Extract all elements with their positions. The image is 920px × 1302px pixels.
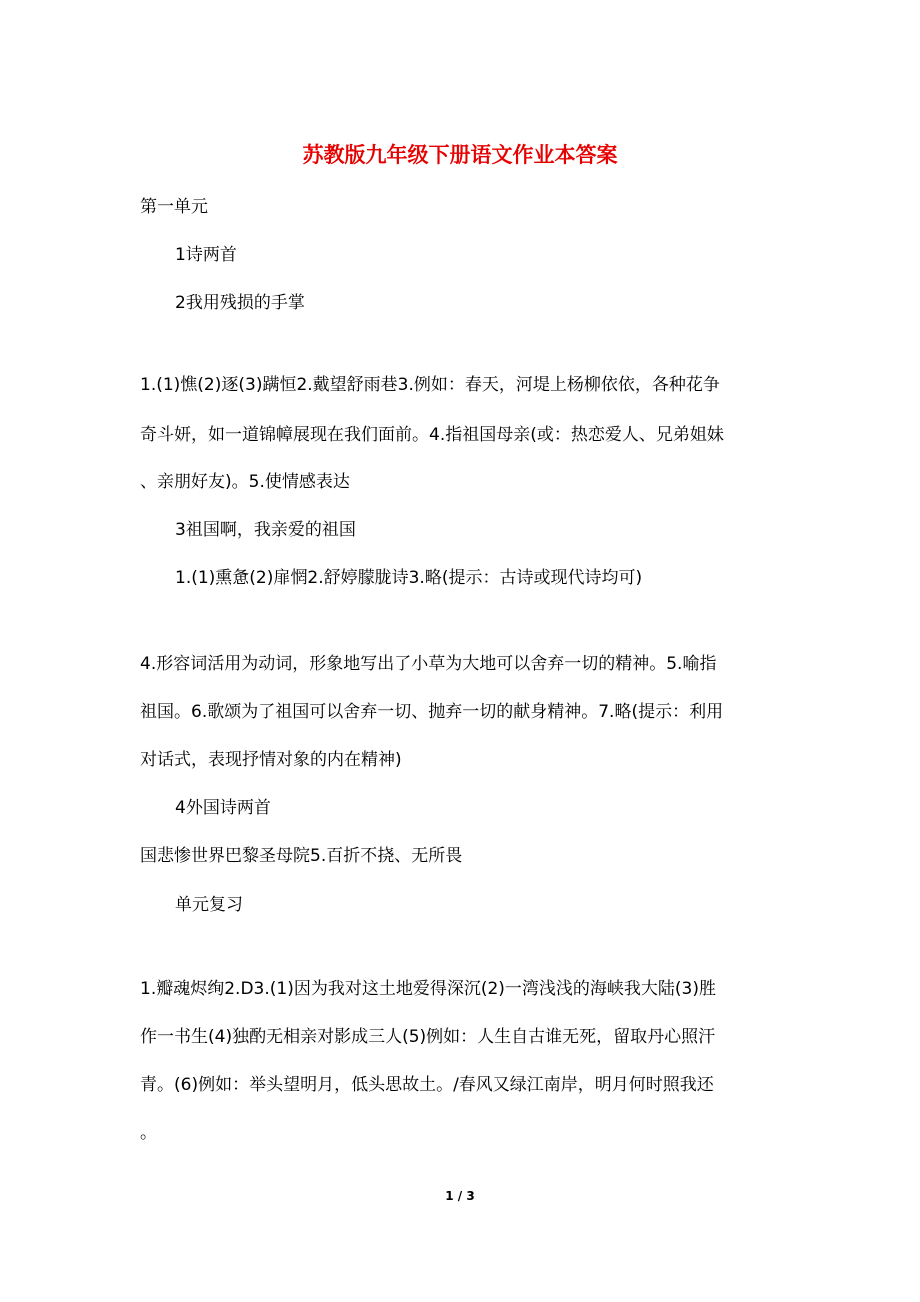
answer-line: 、亲朋好友)。5.使情感表达 (140, 472, 350, 492)
answer-line: 奇斗妍，如一道锦幛展现在我们面前。4.指祖国母亲(或：热恋爱人、兄弟姐妹 (140, 425, 724, 445)
lesson-heading: 单元复习 (175, 895, 243, 915)
lesson-heading: 2我用残损的手掌 (175, 293, 305, 313)
lesson-heading: 1诗两首 (175, 245, 237, 265)
answer-line: 祖国。6.歌颂为了祖国可以舍弃一切、抛弃一切的献身精神。7.略(提示：利用 (140, 702, 724, 722)
answer-line: 青。(6)例如：举头望明月，低头思故土。/春风又绿江南岸，明月何时照我还 (140, 1075, 714, 1095)
answer-line: 1.(1)憔(2)逐(3)蹒恒2.戴望舒雨巷3.例如：春天，河堤上杨柳依依，各种花争 (140, 375, 720, 395)
answer-line: 4.形容词活用为动词，形象地写出了小草为大地可以舍弃一切的精神。5.喻指 (140, 654, 717, 674)
lesson-heading: 4外国诗两首 (175, 798, 271, 818)
lesson-heading: 3祖国啊，我亲爱的祖国 (175, 520, 356, 540)
answer-line: 作一书生(4)独酌无相亲对影成三人(5)例如：人生自古谁无死，留取丹心照汗 (140, 1027, 716, 1047)
page-number: 1 / 3 (445, 1189, 475, 1203)
answer-line: 1.瓣魂烬绚2.D3.(1)因为我对这土地爱得深沉(2)一湾浅浅的海峡我大陆(3)胜 (140, 979, 716, 999)
answer-line: 1.(1)熏惫(2)扉惘2.舒婷朦胧诗3.略(提示：古诗或现代诗均可) (175, 568, 643, 588)
section-heading: 第一单元 (140, 197, 208, 217)
answer-line: 。 (140, 1123, 157, 1143)
document-title: 苏教版九年级下册语文作业本答案 (302, 143, 618, 167)
answer-line: 国悲惨世界巴黎圣母院5.百折不挠、无所畏 (140, 846, 463, 866)
answer-line: 对话式，表现抒情对象的内在精神) (140, 750, 402, 770)
